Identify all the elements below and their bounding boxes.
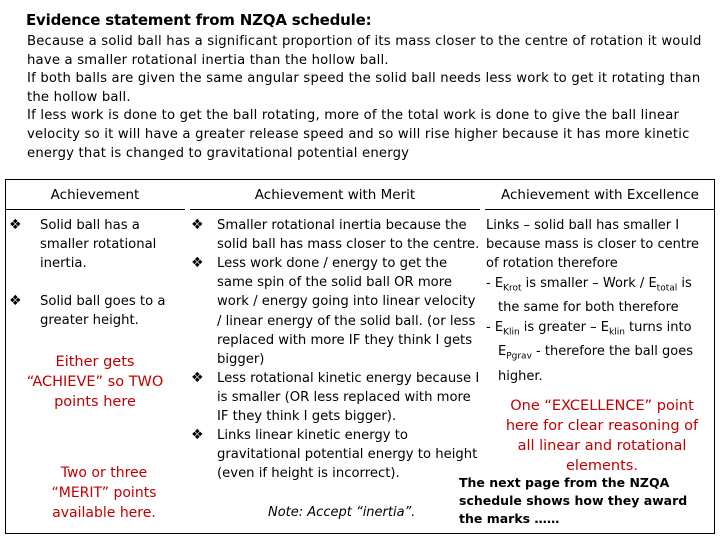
excellence-point-note: One “EXCELLENCE” point here for clear reasoning of all linear and rotational elements. bbox=[505, 398, 699, 474]
merit-points-note: Two or three “MERIT” points available here. bbox=[51, 465, 157, 521]
merit-note: Note: Accept “inertia”. bbox=[268, 505, 416, 520]
achievement-bullet-1: Solid ball has a smaller rotational inertia. bbox=[40, 218, 157, 272]
diamond-bullet-icon: ❖ bbox=[191, 427, 204, 443]
intro-line: If less work is done to get the ball rotating, more of the total work is done to give the ball linear bbox=[27, 108, 680, 124]
merit-bullet-1: Smaller rotational inertia because the solid ball has mass closer to the centre. bbox=[217, 218, 480, 253]
intro-line: If both balls are given the same angular speed the solid ball needs less work to get it rotating than bbox=[27, 71, 701, 87]
excellence-text: Links – solid ball has smaller I because mass is closer to centre of rotation therefore - $E_{Krot}$ is smaller – Work / $E_{total}$ is the same for both therefore - $E_{Klin}$ is greater – $E_{klin}$ turns into $E_{Pgrav}$ - therefore the ball goes higher. bbox=[486, 218, 700, 385]
header-achievement: Achievement bbox=[50, 187, 140, 203]
intro-line: velocity so it will have a greater release speed and so will rise higher because it has more kinetic bbox=[27, 126, 690, 142]
header-divider bbox=[190, 209, 480, 210]
merit-bullet-4: Links linear kinetic energy to gravitational potential energy to height (even if height is incorrect). bbox=[217, 428, 478, 482]
intro-line: have a smaller rotational inertia than the hollow ball. bbox=[27, 52, 389, 68]
page-heading: Evidence statement from NZQA schedule: bbox=[26, 11, 372, 29]
diamond-bullet-icon: ❖ bbox=[9, 293, 22, 309]
diamond-bullet-icon: ❖ bbox=[191, 217, 204, 233]
diamond-bullet-icon: ❖ bbox=[9, 217, 22, 233]
intro-line: Because a solid ball has a significant proportion of its mass closer to the centre of rotation it would bbox=[27, 34, 702, 49]
diamond-bullet-icon: ❖ bbox=[191, 370, 204, 386]
intro-line: energy that is changed to gravitational potential energy bbox=[27, 145, 410, 161]
achieve-points-note: Either gets “ACHIEVE” so TWO points here bbox=[26, 354, 164, 410]
merit-bullet-2: Less work done / energy to get the same spin of the solid ball OR more work / energy going into linear velocity / linear energy of the solid ball. (or less replaced with more IF they think I gets bigger) bbox=[217, 256, 476, 368]
diamond-bullet-icon: ❖ bbox=[191, 255, 204, 271]
header-divider bbox=[5, 209, 185, 210]
intro-line: the hollow ball. bbox=[27, 89, 131, 105]
next-page-note: The next page from the NZQA schedule shows how they award the marks …… bbox=[459, 475, 688, 526]
header-merit: Achievement with Merit bbox=[254, 187, 416, 203]
header-divider bbox=[485, 209, 715, 210]
header-excellence: Achievement with Excellence bbox=[501, 187, 699, 203]
achievement-bullet-2: Solid ball goes to a greater height. bbox=[40, 294, 166, 329]
intro-paragraph bbox=[27, 33, 707, 163]
merit-bullet-3: Less rotational kinetic energy because I is smaller (OR less replaced with more IF they think I gets bigger). bbox=[217, 371, 480, 425]
